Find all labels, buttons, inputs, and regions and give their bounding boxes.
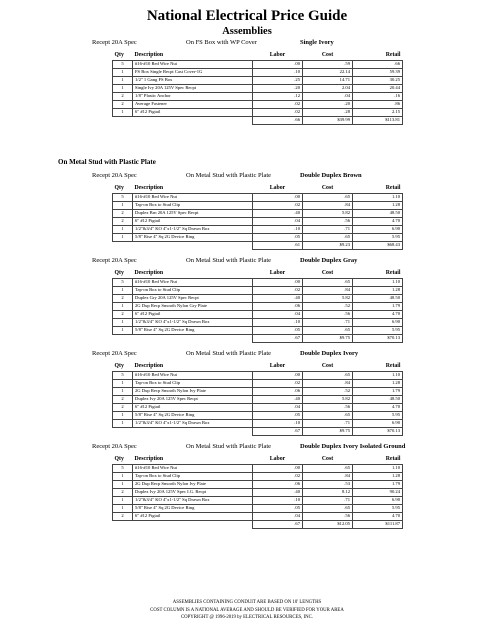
cell-cost: .71 bbox=[303, 497, 353, 505]
total-cost: $39.99 bbox=[303, 117, 353, 125]
col-header-labor: Labor bbox=[269, 456, 286, 462]
table-row bbox=[113, 85, 403, 93]
total-retail: $68.43 bbox=[353, 242, 403, 250]
cell-retail: 1.10 bbox=[353, 194, 403, 202]
cell-description: 5/8" Rise 4" Sq 2G Device Ring bbox=[133, 234, 253, 242]
total-labor: .67 bbox=[253, 335, 303, 343]
cell-labor: .02 bbox=[253, 287, 303, 295]
cell-labor: .00 bbox=[253, 61, 303, 69]
cell-description: 1/2"&3/4" KO 4"x1-1/2" Sq Drawn Box bbox=[133, 226, 253, 234]
cell-cost: .56 bbox=[303, 513, 353, 521]
cell-cost: .52 bbox=[303, 388, 353, 396]
cell-qty: 1 bbox=[113, 481, 133, 489]
totals-spacer bbox=[113, 428, 133, 436]
totals-spacer bbox=[133, 242, 253, 250]
cell-retail: 59.39 bbox=[353, 69, 403, 77]
cell-qty: 5 bbox=[113, 279, 133, 287]
table-row bbox=[113, 93, 403, 101]
table-row bbox=[113, 226, 403, 234]
cell-cost: .56 bbox=[303, 218, 353, 226]
cell-qty: 1 bbox=[113, 380, 133, 388]
footer-line-1: ASSEMBLIES CONTAINING CONDUIT ARE BASED ON 10' LENGTHS bbox=[172, 600, 322, 605]
col-header-labor: Labor bbox=[269, 270, 286, 276]
total-cost: $12.05 bbox=[303, 521, 353, 529]
table-row bbox=[113, 61, 403, 69]
cell-description: Tap-on Box to Stud Clip bbox=[133, 380, 253, 388]
col-header-labor: Labor bbox=[269, 52, 286, 58]
cell-description: 6" #12 Pigtail bbox=[133, 311, 253, 319]
table-row bbox=[113, 473, 403, 481]
cell-qty: 2 bbox=[113, 404, 133, 412]
cell-cost: .53 bbox=[303, 481, 353, 489]
cell-retail: 1.79 bbox=[353, 303, 403, 311]
cell-description: Duplex Brn 20A 125V Spec Recpt bbox=[133, 210, 253, 218]
cell-retail: 1.10 bbox=[353, 279, 403, 287]
cell-qty: 2 bbox=[113, 311, 133, 319]
cell-labor: .00 bbox=[253, 279, 303, 287]
totals-spacer bbox=[133, 335, 253, 343]
cell-retail: .66 bbox=[353, 61, 403, 69]
cell-qty: 1 bbox=[113, 388, 133, 396]
section-device: Double Duplex Ivory bbox=[300, 350, 359, 357]
cell-retail: 1.28 bbox=[353, 287, 403, 295]
cell-qty: 2 bbox=[113, 295, 133, 303]
cell-qty: 1 bbox=[113, 473, 133, 481]
totals-spacer bbox=[113, 242, 133, 250]
cell-cost: .04 bbox=[303, 93, 353, 101]
section-header bbox=[0, 443, 494, 453]
col-header-labor: Labor bbox=[269, 363, 286, 369]
cell-retail: 4.70 bbox=[353, 513, 403, 521]
cell-description: 1/8" Plastic Anchor bbox=[133, 93, 253, 101]
total-labor: .61 bbox=[253, 242, 303, 250]
cell-qty: 5 bbox=[113, 372, 133, 380]
cell-qty: 5 bbox=[113, 194, 133, 202]
cell-labor: .02 bbox=[253, 202, 303, 210]
cell-retail: 48.50 bbox=[353, 396, 403, 404]
totals-row bbox=[113, 428, 403, 436]
totals-spacer bbox=[133, 117, 253, 125]
section-device: Single Ivory bbox=[300, 39, 334, 46]
cell-description: 2G Dup Recp Smooth Nylon Gry Plate bbox=[133, 303, 253, 311]
cell-qty: 2 bbox=[113, 396, 133, 404]
cell-description: #16-#10 Red Wire Nut bbox=[133, 194, 253, 202]
total-cost: $9.23 bbox=[303, 242, 353, 250]
totals-row bbox=[113, 117, 403, 125]
cell-qty: 1 bbox=[113, 85, 133, 93]
section-spec: Recept 20A Spec bbox=[92, 350, 137, 357]
cell-retail: 20.44 bbox=[353, 85, 403, 93]
cell-cost: 14.71 bbox=[303, 77, 353, 85]
cell-retail: 48.50 bbox=[353, 210, 403, 218]
cell-qty: 2 bbox=[113, 93, 133, 101]
cell-description: Duplex Gry 20A 125V Spec Recpt bbox=[133, 295, 253, 303]
cell-description: Duplex Ivy 20A 125V Spec I.G. Recpt bbox=[133, 489, 253, 497]
cell-cost: .28 bbox=[303, 109, 353, 117]
cell-qty: 1 bbox=[113, 319, 133, 327]
cell-retail: 1.28 bbox=[353, 380, 403, 388]
cell-retail: 4.70 bbox=[353, 218, 403, 226]
cell-description: 1/2"&3/4" KO 4"x1-1/2" Sq Drawn Box bbox=[133, 319, 253, 327]
col-header-labor: Labor bbox=[269, 185, 286, 191]
cell-retail: 2.15 bbox=[353, 109, 403, 117]
section-box-type: On Metal Stud with Plastic Plate bbox=[186, 257, 272, 264]
cell-cost: .65 bbox=[303, 465, 353, 473]
cell-retail: 1.10 bbox=[353, 465, 403, 473]
col-header-qty: Qty bbox=[114, 456, 124, 462]
cell-retail: 1.10 bbox=[353, 372, 403, 380]
cell-retail: 4.70 bbox=[353, 311, 403, 319]
cell-labor: .00 bbox=[253, 194, 303, 202]
table-row bbox=[113, 388, 403, 396]
cell-cost: .84 bbox=[303, 473, 353, 481]
totals-spacer bbox=[113, 117, 133, 125]
cell-cost: .20 bbox=[303, 101, 353, 109]
assembly-table bbox=[112, 362, 403, 436]
col-header-cost: Cost bbox=[321, 270, 334, 276]
cell-retail: 30.25 bbox=[353, 77, 403, 85]
cell-cost: 8.12 bbox=[303, 489, 353, 497]
cell-cost: 2.04 bbox=[303, 85, 353, 93]
cell-retail: 90.24 bbox=[353, 489, 403, 497]
totals-spacer bbox=[133, 428, 253, 436]
cell-labor: .02 bbox=[253, 101, 303, 109]
cell-retail: 5.95 bbox=[353, 327, 403, 335]
cell-retail: 1.28 bbox=[353, 473, 403, 481]
cell-cost: .65 bbox=[303, 412, 353, 420]
page-subtitle: Assemblies bbox=[222, 26, 272, 37]
cell-qty: 1 bbox=[113, 497, 133, 505]
cell-labor: .04 bbox=[253, 404, 303, 412]
cell-labor: .40 bbox=[253, 396, 303, 404]
cell-labor: .04 bbox=[253, 513, 303, 521]
cell-labor: .25 bbox=[253, 77, 303, 85]
col-header-description: Description bbox=[134, 185, 164, 191]
cell-qty: 2 bbox=[113, 218, 133, 226]
total-labor: .67 bbox=[253, 428, 303, 436]
section-spec: Recept 20A Spec bbox=[92, 39, 137, 46]
section-spec: Recept 20A Spec bbox=[92, 172, 137, 179]
cell-labor: .06 bbox=[253, 388, 303, 396]
cell-labor: .05 bbox=[253, 234, 303, 242]
table-row bbox=[113, 497, 403, 505]
cell-description: Average Fastener bbox=[133, 101, 253, 109]
cell-cost: 22.14 bbox=[303, 69, 353, 77]
cell-description: 1/2"&3/4" KO 4"x1-1/2" Sq Drawn Box bbox=[133, 497, 253, 505]
table-row bbox=[113, 372, 403, 380]
total-retail: $70.13 bbox=[353, 428, 403, 436]
cell-labor: .12 bbox=[253, 93, 303, 101]
table-row bbox=[113, 303, 403, 311]
cell-qty: 1 bbox=[113, 234, 133, 242]
cell-cost: .65 bbox=[303, 234, 353, 242]
cell-cost: 5.82 bbox=[303, 295, 353, 303]
cell-labor: .05 bbox=[253, 505, 303, 513]
cell-qty: 2 bbox=[113, 489, 133, 497]
cell-labor: .20 bbox=[253, 85, 303, 93]
section-header bbox=[0, 350, 494, 360]
cell-labor: .06 bbox=[253, 481, 303, 489]
footer-line-2: COST COLUMN IS A NATIONAL AVERAGE AND SHOULD BE VERIFIED FOR YOUR AREA bbox=[150, 607, 344, 613]
cell-labor: .00 bbox=[253, 465, 303, 473]
cell-cost: .65 bbox=[303, 279, 353, 287]
cell-description: Duplex Ivy 20A 125V Spec Recpt bbox=[133, 396, 253, 404]
cell-description: 6" #12 Pigtail bbox=[133, 513, 253, 521]
table-row bbox=[113, 218, 403, 226]
cell-qty: 1 bbox=[113, 287, 133, 295]
cell-qty: 1 bbox=[113, 226, 133, 234]
cell-qty: 2 bbox=[113, 210, 133, 218]
col-header-retail: Retail bbox=[385, 185, 401, 191]
cell-description: 1/2" 1 Gang FS Box bbox=[133, 77, 253, 85]
table-row bbox=[113, 420, 403, 428]
cell-description: #16-#10 Red Wire Nut bbox=[133, 279, 253, 287]
section-device: Double Duplex Gray bbox=[300, 257, 358, 264]
cell-retail: 1.79 bbox=[353, 388, 403, 396]
section-box-type: On FS Box with WP Cover bbox=[186, 39, 257, 46]
cell-description: 5/8" Rise 4" Sq 2G Device Ring bbox=[133, 505, 253, 513]
table-row bbox=[113, 505, 403, 513]
cell-retail: 48.50 bbox=[353, 295, 403, 303]
assembly-table bbox=[112, 184, 403, 250]
cell-cost: .52 bbox=[303, 303, 353, 311]
cell-labor: .10 bbox=[253, 226, 303, 234]
cell-cost: .71 bbox=[303, 319, 353, 327]
col-header-retail: Retail bbox=[385, 456, 401, 462]
cell-retail: 4.70 bbox=[353, 404, 403, 412]
footer-line-3: COPYRIGHT @ 1996-2019 by ELECTRICAL RESOURCES, INC. bbox=[180, 615, 314, 620]
section-box-type: On Metal Stud with Plastic Plate bbox=[186, 443, 272, 450]
cell-retail: 6.90 bbox=[353, 319, 403, 327]
section-box-type: On Metal Stud with Plastic Plate bbox=[186, 172, 272, 179]
total-labor: .66 bbox=[253, 117, 303, 125]
section-header bbox=[0, 257, 494, 267]
cell-labor: .04 bbox=[253, 311, 303, 319]
cell-retail: 1.79 bbox=[353, 481, 403, 489]
table-row bbox=[113, 396, 403, 404]
cell-cost: .71 bbox=[303, 420, 353, 428]
table-row bbox=[113, 489, 403, 497]
table-row bbox=[113, 311, 403, 319]
cell-retail: .86 bbox=[353, 101, 403, 109]
cell-description: 6" #12 Pigtail bbox=[133, 109, 253, 117]
col-header-description: Description bbox=[134, 456, 164, 462]
cell-labor: .05 bbox=[253, 327, 303, 335]
cell-cost: .65 bbox=[303, 194, 353, 202]
cell-retail: 1.28 bbox=[353, 202, 403, 210]
cell-cost: .84 bbox=[303, 380, 353, 388]
cell-retail: 5.95 bbox=[353, 505, 403, 513]
col-header-description: Description bbox=[134, 52, 164, 58]
totals-spacer bbox=[113, 335, 133, 343]
cell-qty: 2 bbox=[113, 101, 133, 109]
totals-row bbox=[113, 521, 403, 529]
cell-labor: .40 bbox=[253, 489, 303, 497]
total-retail: $111.87 bbox=[353, 521, 403, 529]
cell-description: 6" #12 Pigtail bbox=[133, 404, 253, 412]
cell-labor: .05 bbox=[253, 412, 303, 420]
assembly-table bbox=[112, 269, 403, 343]
total-labor: .67 bbox=[253, 521, 303, 529]
cell-retail: .16 bbox=[353, 93, 403, 101]
cell-description: 5/8" Rise 4" Sq 2G Device Ring bbox=[133, 412, 253, 420]
table-row bbox=[113, 319, 403, 327]
col-header-cost: Cost bbox=[321, 52, 334, 58]
col-header-cost: Cost bbox=[321, 363, 334, 369]
cell-cost: .59 bbox=[303, 61, 353, 69]
cell-cost: 5.82 bbox=[303, 210, 353, 218]
section-box-type: On Metal Stud with Plastic Plate bbox=[186, 350, 272, 357]
table-row bbox=[113, 194, 403, 202]
cell-retail: 5.95 bbox=[353, 412, 403, 420]
table-row bbox=[113, 327, 403, 335]
section-header bbox=[0, 39, 494, 49]
cell-labor: .06 bbox=[253, 303, 303, 311]
totals-row bbox=[113, 242, 403, 250]
cell-labor: .10 bbox=[253, 319, 303, 327]
cell-cost: .65 bbox=[303, 372, 353, 380]
cell-retail: 6.90 bbox=[353, 226, 403, 234]
cell-qty: 1 bbox=[113, 77, 133, 85]
col-header-qty: Qty bbox=[114, 185, 124, 191]
cell-description: 6" #12 Pigtail bbox=[133, 218, 253, 226]
cell-description: 1/2"&3/4" KO 4"x1-1/2" Sq Drawn Box bbox=[133, 420, 253, 428]
cell-labor: .10 bbox=[253, 69, 303, 77]
cell-description: FS Box Single Recpt Cast Cover-1G bbox=[133, 69, 253, 77]
cell-qty: 1 bbox=[113, 327, 133, 335]
cell-labor: .10 bbox=[253, 420, 303, 428]
table-row bbox=[113, 69, 403, 77]
section-header bbox=[0, 172, 494, 182]
total-cost: $9.75 bbox=[303, 428, 353, 436]
cell-cost: .84 bbox=[303, 287, 353, 295]
cell-retail: 6.90 bbox=[353, 497, 403, 505]
section-device: Double Duplex Ivory Isolated Ground bbox=[300, 443, 406, 450]
table-row bbox=[113, 513, 403, 521]
cell-qty: 1 bbox=[113, 109, 133, 117]
table-row bbox=[113, 412, 403, 420]
cell-retail: 6.90 bbox=[353, 420, 403, 428]
cell-description: #16-#10 Red Wire Nut bbox=[133, 465, 253, 473]
cell-qty: 5 bbox=[113, 61, 133, 69]
page-title: National Electrical Price Guide bbox=[146, 8, 348, 24]
table-row bbox=[113, 380, 403, 388]
cell-labor: .02 bbox=[253, 109, 303, 117]
section-spec: Recept 20A Spec bbox=[92, 257, 137, 264]
cell-retail: 5.95 bbox=[353, 234, 403, 242]
col-header-cost: Cost bbox=[321, 456, 334, 462]
table-row bbox=[113, 279, 403, 287]
table-row bbox=[113, 465, 403, 473]
cell-description: 5/8" Rise 4" Sq 2G Device Ring bbox=[133, 327, 253, 335]
col-header-retail: Retail bbox=[385, 363, 401, 369]
cell-cost: .84 bbox=[303, 202, 353, 210]
cell-description: Single Ivy 20A 125V Spec Recpt bbox=[133, 85, 253, 93]
total-cost: $9.75 bbox=[303, 335, 353, 343]
col-header-retail: Retail bbox=[385, 52, 401, 58]
cell-labor: .40 bbox=[253, 210, 303, 218]
table-row bbox=[113, 210, 403, 218]
cell-labor: .02 bbox=[253, 473, 303, 481]
cell-description: Tap-on Box to Stud Clip bbox=[133, 473, 253, 481]
table-row bbox=[113, 234, 403, 242]
cell-qty: 1 bbox=[113, 303, 133, 311]
cell-description: Tap-on Box to Stud Clip bbox=[133, 202, 253, 210]
assembly-table bbox=[112, 51, 403, 125]
cell-description: #16-#10 Red Wire Nut bbox=[133, 61, 253, 69]
table-row bbox=[113, 101, 403, 109]
cell-description: Tap-on Box to Stud Clip bbox=[133, 287, 253, 295]
totals-row bbox=[113, 335, 403, 343]
table-row bbox=[113, 295, 403, 303]
col-header-qty: Qty bbox=[114, 270, 124, 276]
cell-cost: .56 bbox=[303, 311, 353, 319]
cell-cost: .71 bbox=[303, 226, 353, 234]
cell-description: 2G Dup Recp Smooth Nylon Ivy Plate bbox=[133, 388, 253, 396]
cell-qty: 1 bbox=[113, 412, 133, 420]
cell-cost: .65 bbox=[303, 505, 353, 513]
cell-qty: 1 bbox=[113, 69, 133, 77]
total-retail: $113.81 bbox=[353, 117, 403, 125]
footer bbox=[0, 599, 494, 622]
table-row bbox=[113, 77, 403, 85]
table-row bbox=[113, 481, 403, 489]
cell-description: 2G Dup Recp Smooth Nylon Ivy Plate bbox=[133, 481, 253, 489]
cell-qty: 1 bbox=[113, 202, 133, 210]
table-row bbox=[113, 404, 403, 412]
cell-labor: .04 bbox=[253, 218, 303, 226]
cell-labor: .02 bbox=[253, 380, 303, 388]
cell-labor: .10 bbox=[253, 497, 303, 505]
cell-qty: 1 bbox=[113, 420, 133, 428]
col-header-retail: Retail bbox=[385, 270, 401, 276]
assembly-table bbox=[112, 455, 403, 529]
cell-description: #16-#10 Red Wire Nut bbox=[133, 372, 253, 380]
section-spec: Recept 20A Spec bbox=[92, 443, 137, 450]
col-header-cost: Cost bbox=[321, 185, 334, 191]
cell-qty: 5 bbox=[113, 465, 133, 473]
col-header-description: Description bbox=[134, 270, 164, 276]
group-header: On Metal Stud with Plastic Plate bbox=[58, 158, 156, 166]
total-retail: $70.13 bbox=[353, 335, 403, 343]
col-header-description: Description bbox=[134, 363, 164, 369]
totals-spacer bbox=[113, 521, 133, 529]
table-row bbox=[113, 202, 403, 210]
section-device: Double Duplex Brown bbox=[300, 172, 362, 179]
cell-labor: .00 bbox=[253, 372, 303, 380]
col-header-qty: Qty bbox=[114, 52, 124, 58]
cell-cost: .65 bbox=[303, 327, 353, 335]
col-header-qty: Qty bbox=[114, 363, 124, 369]
cell-cost: .56 bbox=[303, 404, 353, 412]
cell-qty: 2 bbox=[113, 513, 133, 521]
table-row bbox=[113, 287, 403, 295]
cell-labor: .40 bbox=[253, 295, 303, 303]
cell-qty: 1 bbox=[113, 505, 133, 513]
cell-cost: 5.82 bbox=[303, 396, 353, 404]
table-row bbox=[113, 109, 403, 117]
totals-spacer bbox=[133, 521, 253, 529]
